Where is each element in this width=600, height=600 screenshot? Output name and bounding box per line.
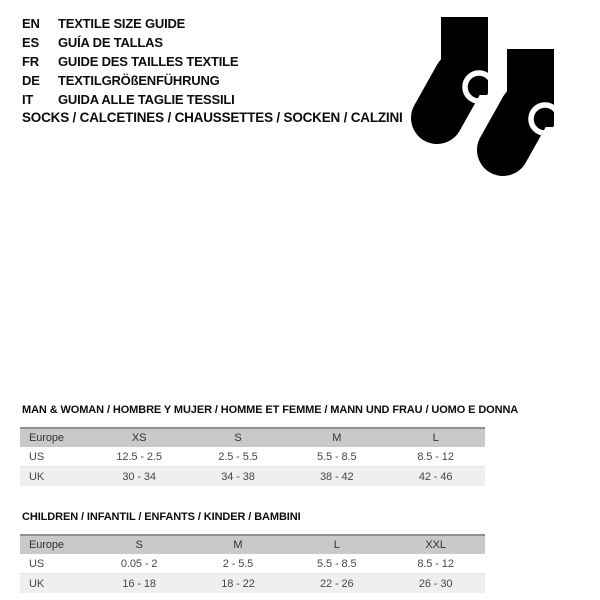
table-row-us [20, 554, 485, 574]
table-cell: 42 - 46 [418, 470, 453, 483]
language-label: TEXTILGRÖßENFÜHRUNG [58, 73, 220, 88]
table-header-cell: L [432, 432, 439, 444]
language-code: IT [22, 92, 34, 107]
table-cell: US [29, 557, 45, 570]
table-cell: 5.5 - 8.5 [317, 450, 357, 463]
language-label: GUÍA DE TALLAS [58, 35, 163, 50]
table-header-row [20, 534, 485, 554]
sock-right [503, 49, 559, 150]
table-cell: 26 - 30 [418, 577, 453, 590]
language-row-en [22, 14, 238, 33]
table-cell: UK [29, 577, 45, 590]
sock-left [437, 17, 493, 118]
size-table-section-adults [20, 402, 519, 486]
table-cell: 2 - 5.5 [222, 557, 254, 570]
table-row-uk [20, 467, 485, 486]
socks-icon [410, 17, 580, 187]
table-header-cell: Europe [29, 539, 64, 551]
size-table-adults [20, 427, 485, 486]
language-row-es [22, 33, 238, 52]
table-cell: 0.05 - 2 [120, 557, 158, 570]
table-header-cell: S [135, 539, 143, 551]
table-cell: 2.5 - 5.5 [218, 450, 258, 463]
table-row-us [20, 447, 485, 467]
table-header-cell: XS [131, 432, 147, 444]
table-header-row [20, 427, 485, 447]
table-cell: 5.5 - 8.5 [317, 557, 357, 570]
size-table-children [20, 534, 485, 593]
table-cell: UK [29, 470, 45, 483]
table-cell: 34 - 38 [221, 470, 255, 483]
table-header-cell: S [234, 432, 242, 444]
table-cell: 30 - 34 [122, 470, 156, 483]
table-cell: 8.5 - 12 [417, 450, 454, 463]
table-title-adults: MAN & WOMAN / HOMBRE Y MUJER / HOMME ET FEMME / MANN UND FRAU / UOMO E DONNA [22, 404, 519, 416]
table-cell: US [29, 450, 45, 463]
category-title: SOCKS / CALCETINES / CHAUSSETTES / SOCKEN / CALZINI [22, 110, 403, 125]
table-header-cell: M [233, 539, 243, 551]
language-label: GUIDE DES TAILLES TEXTILE [58, 54, 239, 69]
table-header-cell: Europe [29, 432, 64, 444]
language-row-it [22, 90, 238, 109]
language-code: DE [22, 73, 40, 88]
language-code: EN [22, 16, 40, 31]
language-code: ES [22, 35, 39, 50]
table-cell: 18 - 22 [221, 577, 255, 590]
table-header-cell: M [332, 432, 342, 444]
language-row-fr [22, 52, 238, 71]
table-title-children: CHILDREN / INFANTIL / ENFANTS / KINDER / BAMBINI [22, 511, 301, 523]
table-cell: 12.5 - 2.5 [116, 450, 162, 463]
language-row-de [22, 71, 238, 90]
language-list [22, 14, 238, 109]
table-header-cell: XXL [425, 539, 446, 551]
table-cell: 22 - 26 [320, 577, 354, 590]
size-table-section-children [20, 509, 485, 593]
language-label: GUIDA ALLE TAGLIE TESSILI [58, 92, 235, 107]
language-label: TEXTILE SIZE GUIDE [58, 16, 186, 31]
table-cell: 38 - 42 [320, 470, 354, 483]
table-row-uk [20, 574, 485, 593]
table-header-cell: L [333, 539, 340, 551]
table-cell: 8.5 - 12 [417, 557, 454, 570]
table-cell: 16 - 18 [122, 577, 156, 590]
language-code: FR [22, 54, 39, 69]
